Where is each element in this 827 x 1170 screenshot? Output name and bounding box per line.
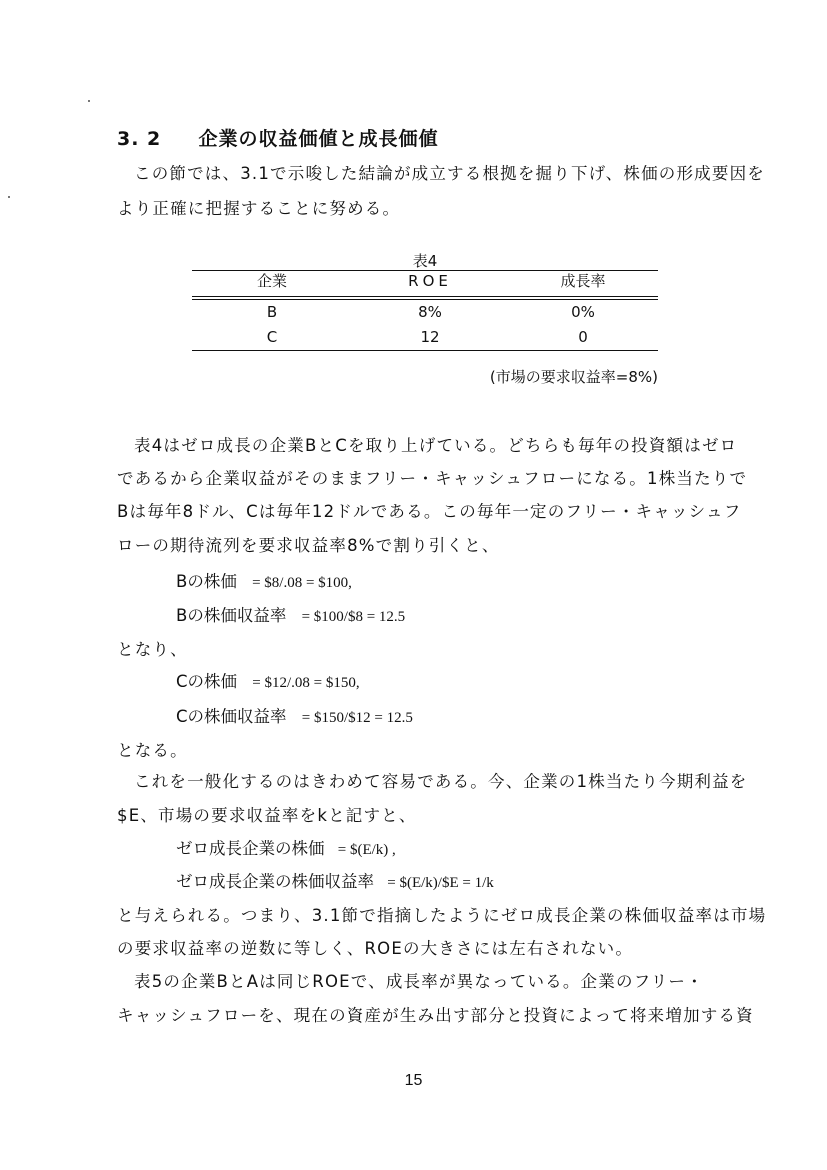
formula-line — [176, 668, 360, 692]
header-roe: ROE — [408, 271, 452, 290]
paragraph-line: と与えられる。つまり、3.1節で指摘したようにゼロ成長企業の株価収益率は市場 — [117, 906, 767, 925]
formula-line — [176, 568, 352, 592]
header-company: 企業 — [256, 272, 287, 290]
table-row — [192, 299, 658, 324]
paragraph-line: Bは毎年8ドル、Cは毎年12ドルである。この毎年一定のフリー・キャッシュフ — [117, 502, 742, 521]
formula-label: Cの株価収益率 — [176, 707, 287, 726]
intro-line: この節では、3.1で示唆した結論が成立する根拠を掘り下げ、株価の形成要因を — [134, 164, 765, 183]
paragraph-line: キャッシュフローを、現在の資産が生み出す部分と投資によって将来増加する資 — [117, 1006, 754, 1025]
table-caption: 表4 — [412, 252, 438, 270]
cell-company: B — [266, 302, 278, 321]
formula-expr: = $8/.08 = $100, — [252, 575, 352, 591]
cell-company: C — [266, 327, 278, 346]
cell-growth: 0 — [578, 327, 588, 346]
section-number: 3. 2 — [117, 128, 162, 150]
formula-line — [176, 868, 494, 892]
formula-expr: = $(E/k)/$E = 1/k — [387, 875, 494, 891]
scan-speck — [88, 100, 90, 102]
formula-line — [176, 602, 405, 626]
formula-line — [176, 835, 396, 859]
paragraph-line: の要求収益率の逆数に等しく、ROEの大きさには左右されない。 — [117, 939, 634, 958]
paragraph-line: これを一般化するのはきわめて容易である。今、企業の1株当たり今期利益を — [134, 772, 748, 791]
page-number: 15 — [404, 1072, 423, 1089]
formula-expr: = $12/.08 = $150, — [252, 675, 360, 691]
formula-label: ゼロ成長企業の株価 — [176, 839, 325, 858]
section-heading — [117, 124, 439, 151]
formula-label: Bの株価 — [176, 572, 237, 591]
paragraph-line: $E、市場の要求収益率をkと記すと、 — [117, 806, 417, 825]
intro-line: より正確に把握することに努める。 — [117, 199, 401, 218]
cell-growth: 0% — [571, 302, 595, 321]
table-note: (市場の要求収益率=8%) — [489, 368, 658, 386]
formula-expr: = $(E/k) , — [337, 842, 396, 858]
formula-expr: = $100/$8 = 12.5 — [301, 609, 406, 625]
paragraph-line: 表5の企業BとAは同じROEで、成長率が異なっている。企業のフリー・ — [134, 972, 704, 991]
scan-speck — [8, 196, 10, 198]
table-4 — [192, 268, 658, 349]
formula-label: Cの株価 — [176, 672, 238, 691]
formula-label: ゼロ成長企業の株価収益率 — [176, 872, 374, 891]
connector-text: となり、 — [117, 640, 188, 659]
formula-line — [176, 703, 413, 727]
paragraph-line: 表4はゼロ成長の企業BとCを取り上げている。どちらも毎年の投資額はゼロ — [134, 436, 738, 455]
cell-roe: 12 — [420, 327, 440, 346]
section-title: 企業の収益価値と成長価値 — [198, 128, 439, 150]
formula-expr: = $150/$12 = 12.5 — [301, 710, 413, 726]
table-rule — [192, 350, 658, 351]
table-header-row — [192, 268, 658, 293]
table-row — [192, 324, 658, 349]
formula-label: Bの株価収益率 — [176, 606, 287, 625]
connector-text: となる。 — [117, 741, 188, 760]
header-growth: 成長率 — [560, 272, 606, 290]
paragraph-line: ローの期待流列を要求収益率8%で割り引くと、 — [117, 536, 500, 555]
paragraph-line: であるから企業収益がそのままフリー・キャッシュフローになる。1株当たりで — [117, 469, 748, 488]
cell-roe: 8% — [418, 302, 442, 321]
